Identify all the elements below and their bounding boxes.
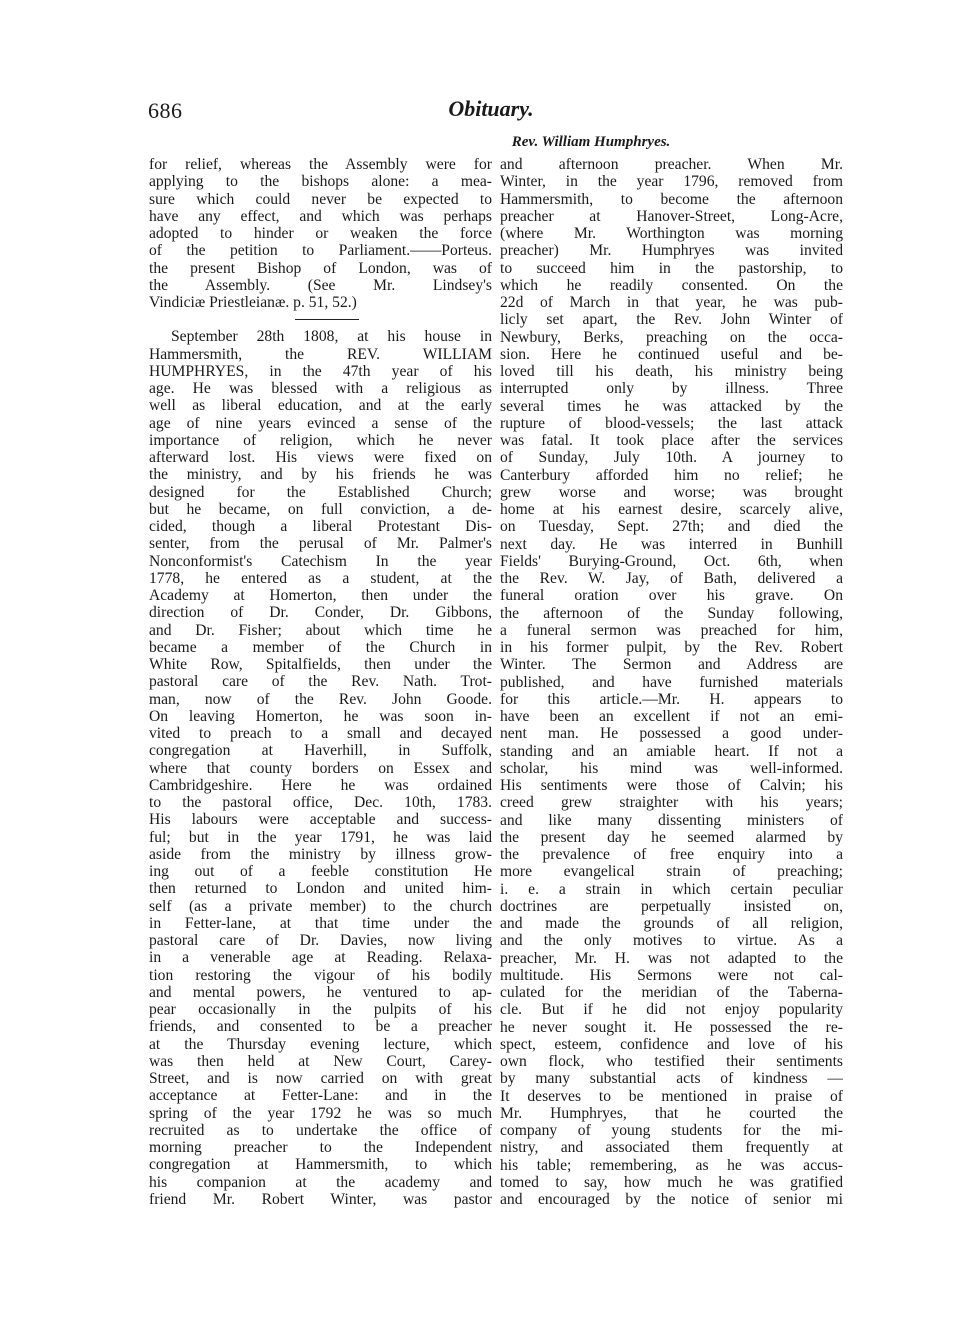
body-line: self (as a private member) to the church [149,897,492,915]
body-line: senter, from the perusal of Mr. Palmer's [149,535,492,553]
page-number: 686 [148,98,183,123]
footnote-line: Vindiciæ Priestleianæ. p. 51, 52.) [149,294,357,311]
body-line: then returned to London and united him- [149,880,492,898]
body-line: but he became, on full conviction, a de- [149,500,492,518]
body-line: loved till his death, his ministry being [500,363,843,380]
body-line: next day. He was interred in Bunhill [500,535,843,553]
body-line: the ministry, and by his friends he was [149,466,492,484]
body-line: scholar, his mind was well-informed. [500,759,843,777]
body-line: preacher at Hanover-Street, Long-Acre, [500,207,843,225]
body-line: in a venerable age at Reading. Relaxa- [149,949,492,967]
body-line: by many substantial acts of kindness — [500,1070,843,1088]
body-line: On leaving Homerton, he was soon in- [149,707,492,725]
body-line: well as liberal education, and at the early [149,397,492,415]
body-line: importance of religion, which he never [149,431,492,449]
body-line: nistry, and associated them frequently at [500,1139,843,1157]
body-line: ing out of a feeble constitution He [149,863,492,880]
body-line: and afternoon preacher. When Mr. [500,156,843,173]
body-line: the Rev. W. Jay, of Bath, delivered a [500,570,843,587]
body-line: to succeed him in the pastorship, to [500,259,843,277]
body-line: designed for the Established Church; [149,483,492,501]
body-line: Newbury, Berks, preaching on the occa- [500,328,843,346]
body-line: the present day he seemed alarmed by [500,828,843,846]
body-line: his companion at the academy and [149,1173,492,1191]
body-line: on Tuesday, Sept. 27th; and died the [500,518,843,536]
body-line: creed grew straighter with his years; [500,794,843,812]
body-line: vited to preach to a small and decayed [149,725,492,742]
body-line: 1778, he entered as a student, at the [149,569,492,587]
body-line: company of young students for the mi- [500,1122,843,1139]
body-line: cle. But if he did not enjoy popularity [500,1001,843,1019]
body-line: preacher) Mr. Humphryes was invited [500,242,843,260]
body-line: and the only motives to virtue. As a [500,932,843,950]
body-line: a funeral sermon was preached for him, [500,621,843,639]
body-line: Academy at Homerton, then under the [149,587,492,604]
body-line: was fatal. It took place after the services [500,432,843,449]
right-column [500,156,843,1208]
body-line: friend Mr. Robert Winter, was pastor [149,1190,492,1208]
body-line: Nonconformist's Catechism In the year [149,552,492,570]
obituary-body-continued [500,156,843,1208]
body-line: published, and have furnished materials [500,673,843,691]
body-line: doctrines are perpetually insisted on, [500,897,843,915]
body-line: he never sought it. He possessed the re- [500,1018,843,1036]
body-line: for this article.—Mr. H. appears to [500,690,843,708]
body-line: and mental powers, he ventured to ap- [149,983,492,1001]
body-line: Hammersmith, the REV. WILLIAM [149,345,492,363]
body-line: age of nine years evinced a sense of the [149,414,492,432]
body-line: White Row, Spitalfields, then under the [149,656,492,673]
body-line: and encouraged by the notice of senior mi [500,1191,843,1208]
body-line: funeral oration over his grave. On [500,587,843,605]
section-divider-rule [295,319,359,320]
body-line: aside from the ministry by illness grow- [149,845,492,863]
body-line: spring of the year 1792 he was so much [149,1104,492,1122]
body-line: i. e. a strain in which certain peculiar [500,880,843,898]
body-line: congregation at Hammersmith, to which [149,1156,492,1174]
body-line: Winter. The Sermon and Address are [500,656,843,674]
body-line: Hammersmith, to become the afternoon [500,190,843,208]
body-line: age. He was blessed with a religious as [149,380,492,397]
body-line: tomed to say, how much he was gratified [500,1173,843,1191]
body-line: 22d of March in that year, he was pub- [500,294,843,311]
body-line: acceptance at Fetter-Lane: and in the [149,1087,492,1105]
body-line: Mr. Humphryes, that he courted the [500,1104,843,1122]
body-line: tion restoring the vigour of his bodily [149,966,492,984]
body-line: multitude. His Sermons were not cal- [500,966,843,984]
body-line: to the pastoral office, Dec. 10th, 1783. [149,794,492,811]
footnote-line: of the petition to Parliament.——Porteus. [149,242,492,260]
body-line: culated for the meridian of the Taberna- [500,984,843,1001]
body-line: preacher, Mr. H. was not adapted to the [500,949,843,967]
body-line: his table; remembering, as he was accus- [500,1156,843,1174]
body-line: standing and an amiable heart. If not a [500,742,843,760]
article-title: Rev. William Humphryes. [511,134,671,150]
footnote-block [149,156,492,311]
body-line: sion. Here he continued useful and be- [500,345,843,363]
body-line: Street, and is now carried on with great [149,1070,492,1087]
footnote-line: adopted to hinder or weaken the force [149,225,492,242]
obituary-body [149,328,492,1208]
body-line: pastoral care of Dr. Davies, now living [149,932,492,949]
body-line: and Dr. Fisher; about which time he [149,621,492,639]
body-line: man, now of the Rev. John Goode. [149,690,492,708]
body-line: rupture of blood-vessels; the last attack [500,414,843,432]
body-line: It deserves to be mentioned in praise of [500,1087,843,1105]
body-line: ful; but in the year 1791, he was laid [149,828,492,846]
body-line: HUMPHRYES, in the 47th year of his [149,362,492,380]
body-line: and made the grounds of all religion, [500,915,843,932]
body-line: pear occasionally in the pulpits of his [149,1001,492,1018]
body-line: of Sunday, July 10th. A journey to [500,449,843,467]
body-line: morning preacher to the Independent [149,1139,492,1156]
body-line: spect, esteem, confidence and love of his [500,1035,843,1053]
body-line: grew worse and worse; was brought [500,483,843,501]
body-line: Cambridgeshire. Here he was ordained [149,776,492,794]
footnote-line: for relief, whereas the Assembly were for [149,156,492,173]
body-line: own flock, who testified their sentiments [500,1053,843,1070]
body-line: in his former pulpit, by the Rev. Robert [500,639,843,656]
footnote-line: the present Bishop of London, was of [149,259,492,277]
body-line: and like many dissenting ministers of [500,811,843,829]
body-line: Fields' Burying-Ground, Oct. 6th, when [500,552,843,570]
body-line: His labours were acceptable and success- [149,811,492,829]
body-line: recruited as to undertake the office of [149,1121,492,1139]
body-line: pastoral care of the Rev. Nath. Trot- [149,673,492,691]
body-line: His sentiments were those of Calvin; his [500,777,843,794]
body-line: friends, and consented to be a preacher [149,1018,492,1036]
body-line: the prevalence of free enquiry into a [500,846,843,863]
body-line: more evangelical strain of preaching; [500,863,843,881]
body-line: Winter, in the year 1796, removed from [500,173,843,191]
body-line: Canterbury afforded him no relief; he [500,466,843,484]
body-line: (where Mr. Worthington was morning [500,225,843,242]
body-line: home at his earnest desire, scarcely alive, [500,501,843,518]
body-line: have been an excellent if not an emi- [500,708,843,725]
body-line: afterward lost. His views were fixed on [149,449,492,466]
footnote-line: applying to the bishops alone: a mea- [149,173,492,191]
body-line: at the Thursday evening lecture, which [149,1035,492,1053]
body-line: was then held at New Court, Carey- [149,1052,492,1070]
body-line: September 28th 1808, at his house in [171,328,492,346]
footnote-line: the Assembly. (See Mr. Lindsey's [149,276,492,294]
body-line: direction of Dr. Conder, Dr. Gibbons, [149,604,492,622]
body-line: nent man. He possessed a good under- [500,725,843,743]
body-line: became a member of the Church in [149,638,492,656]
footnote-line: have any effect, and which was perhaps [149,207,492,225]
body-line: congregation at Haverhill, in Suffolk, [149,742,492,760]
left-column [149,156,492,1208]
body-line: cided, though a liberal Protestant Dis- [149,518,492,535]
body-line: in Fetter-lane, at that time under the [149,914,492,932]
body-line: the afternoon of the Sunday following, [500,604,843,622]
body-line: where that county borders on Essex and [149,759,492,777]
body-line: several times he was attacked by the [500,397,843,415]
body-line: licly set apart, the Rev. John Winter of [500,311,843,329]
body-line: interrupted only by illness. Three [500,380,843,398]
running-head: Obituary. [448,96,534,121]
footnote-line: sure which could never be expected to [149,190,492,208]
body-line: which he readily consented. On the [500,276,843,294]
